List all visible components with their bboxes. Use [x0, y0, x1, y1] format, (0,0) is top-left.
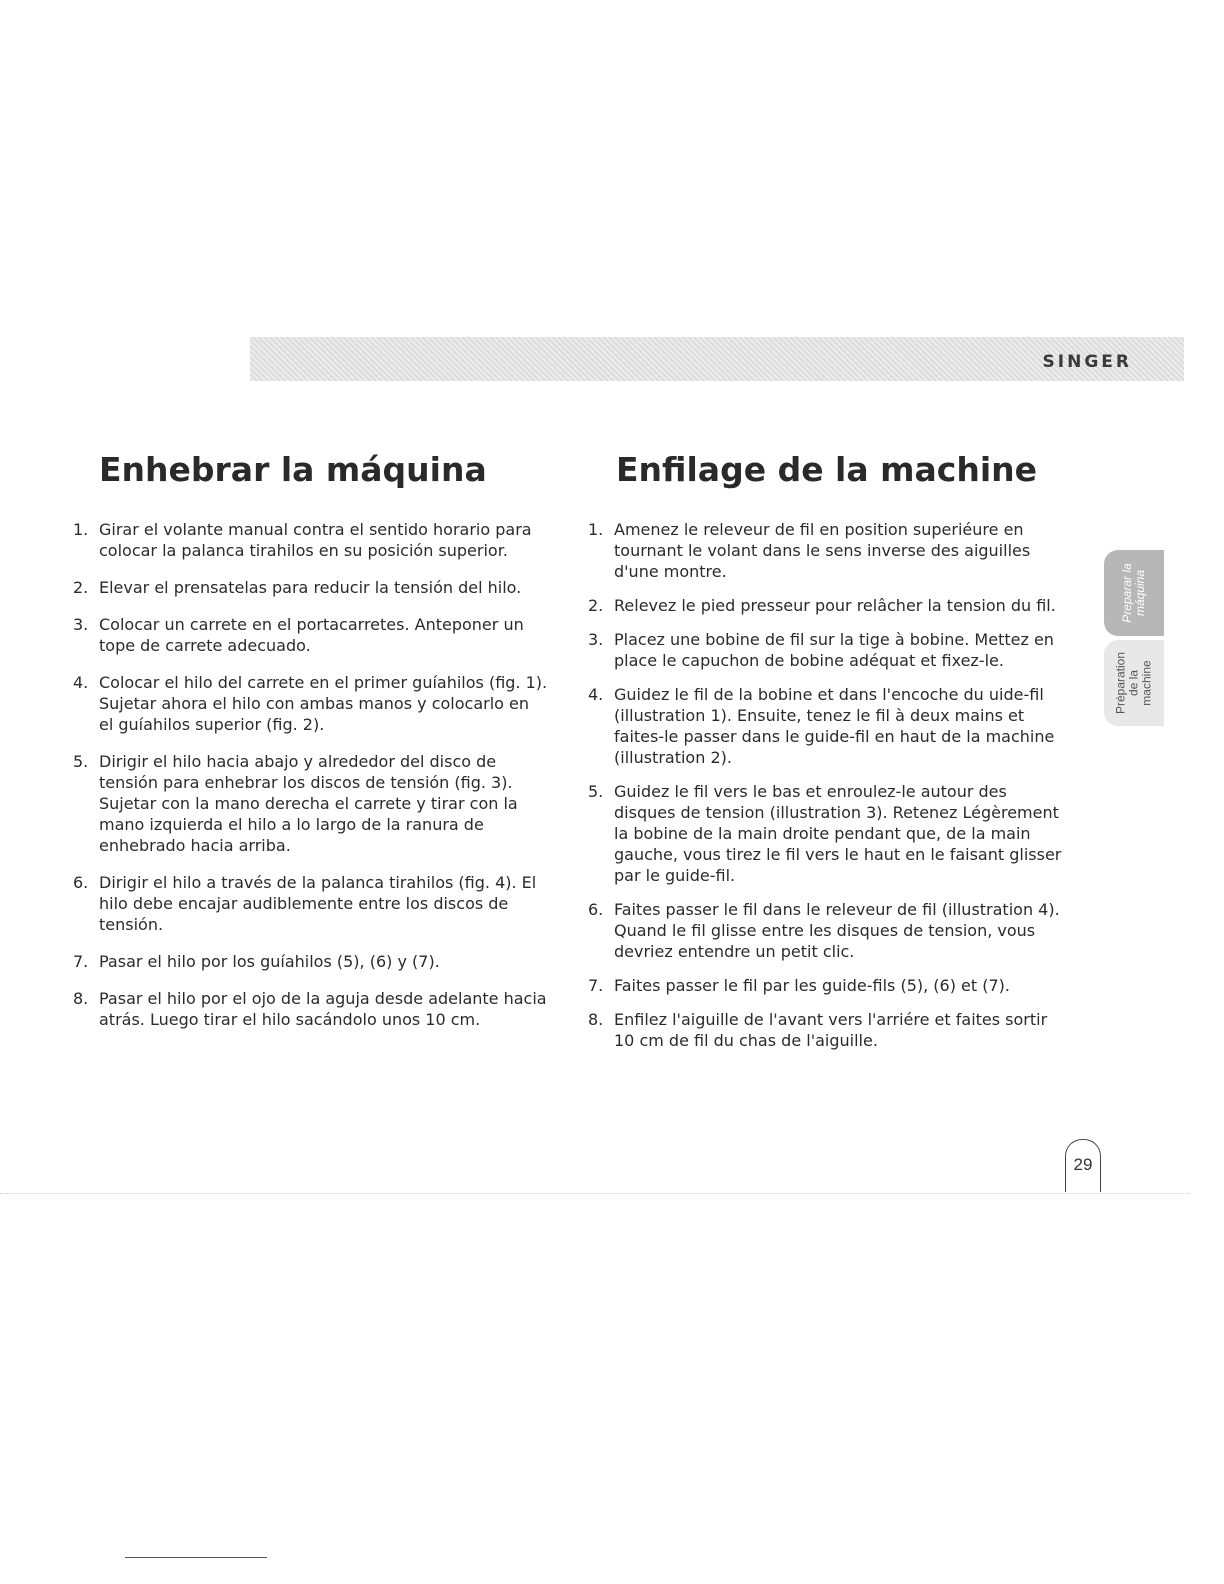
step-text: Colocar un carrete en el portacarretes. Anteponer un tope de carrete adecuado. — [99, 615, 524, 655]
step-number: 4. — [73, 673, 89, 692]
side-tab-label: Preparar la máquina — [1120, 563, 1147, 623]
step-text: Pasar el hilo por los guíahilos (5), (6) y (7). — [99, 952, 440, 971]
spanish-column — [73, 450, 548, 1046]
step-number: 2. — [73, 578, 89, 597]
french-step — [588, 519, 1066, 582]
spanish-step — [73, 577, 548, 598]
step-text: Enfilez l'aiguille de l'avant vers l'arriére et faites sortir 10 cm de fil du chas de l'aiguille. — [614, 1010, 1048, 1050]
spanish-title: Enhebrar la máquina — [99, 450, 487, 489]
step-number: 1. — [73, 520, 89, 539]
step-text: Pasar el hilo por el ojo de la aguja desde adelante hacia atrás. Luego tirar el hilo sacándolo unos 10 cm. — [99, 989, 547, 1029]
step-text: Dirigir el hilo a través de la palanca tirahilos (fig. 4). El hilo debe encajar audiblemente entre los discos de tensión. — [99, 873, 537, 934]
spanish-step — [73, 614, 548, 656]
step-text: Girar el volante manual contra el sentido horario para colocar la palanca tirahilos en su posición superior. — [99, 520, 532, 560]
step-number: 7. — [588, 976, 604, 995]
step-text: Elevar el prensatelas para reducir la tensión del hilo. — [99, 578, 522, 597]
footer-divider — [0, 1193, 1190, 1194]
french-column — [588, 450, 1066, 1064]
spanish-step — [73, 751, 548, 856]
french-step — [588, 899, 1066, 962]
step-text: Faites passer le fil par les guide-fils (5), (6) et (7). — [614, 976, 1010, 995]
step-text: Guidez le fil de la bobine et dans l'encoche du uide-fil (illustration 1). Ensuite, tenez le fil à deux mains et faites-le passer dans le guide-fil en haut de la machine (illustration 2). — [614, 685, 1055, 767]
step-number: 8. — [588, 1010, 604, 1029]
bottom-link-underline — [125, 1557, 267, 1558]
step-text: Guidez le fil vers le bas et enroulez-le autour des disques de tension (illustration 3). Retenez Légèrement la bobine de la main droite pendant que, de la main gauche, vous tirez le fil vers le haut en le faisant glisser par le guide-fil. — [614, 782, 1062, 885]
side-tab-spanish[interactable] — [1104, 550, 1164, 636]
french-step — [588, 595, 1066, 616]
step-number: 7. — [73, 952, 89, 971]
step-number: 6. — [73, 873, 89, 892]
page-number: 29 — [1065, 1139, 1101, 1192]
french-step — [588, 1009, 1066, 1051]
step-text: Placez une bobine de fil sur la tige à bobine. Mettez en place le capuchon de bobine adéquat et fixez-le. — [614, 630, 1054, 670]
step-text: Amenez le releveur de fil en position superiéure en tournant le volant dans le sens inverse des aiguilles d'une montre. — [614, 520, 1031, 581]
brand-logo-text: SINGER — [1042, 352, 1132, 372]
step-text: Faites passer le fil dans le releveur de fil (illustration 4). Quand le fil glisse entre les disques de tension, vous devriez entendre un petit clic. — [614, 900, 1060, 961]
step-text: Colocar el hilo del carrete en el primer guíahilos (fig. 1). Sujetar ahora el hilo con ambas manos y colocarlo en el guíahilos superior (fig. 2). — [99, 673, 548, 734]
spanish-step — [73, 519, 548, 561]
step-number: 5. — [588, 782, 604, 801]
header-band — [250, 337, 1184, 381]
french-step — [588, 684, 1066, 768]
spanish-step — [73, 672, 548, 735]
step-text: Dirigir el hilo hacia abajo y alrededor del disco de tensión para enhebrar los discos de tensión (fig. 3). Sujetar con la mano derecha el carrete y tirar con la mano izquierda el hilo a lo largo de la ranura de enhebrado hacia arriba. — [99, 752, 518, 855]
step-number: 8. — [73, 989, 89, 1008]
step-number: 4. — [588, 685, 604, 704]
side-tab-label: Préparation de la machine — [1113, 651, 1154, 715]
french-step — [588, 781, 1066, 886]
spanish-steps — [73, 519, 548, 1030]
step-number: 2. — [588, 596, 604, 615]
step-number: 6. — [588, 900, 604, 919]
step-text: Relevez le pied presseur pour relâcher la tension du fil. — [614, 596, 1056, 615]
step-number: 3. — [73, 615, 89, 634]
french-step — [588, 629, 1066, 671]
step-number: 3. — [588, 630, 604, 649]
side-tab-french[interactable] — [1104, 640, 1164, 726]
step-number: 5. — [73, 752, 89, 771]
spanish-step — [73, 951, 548, 972]
step-number: 1. — [588, 520, 604, 539]
french-step — [588, 975, 1066, 996]
french-steps — [588, 519, 1066, 1051]
spanish-step — [73, 988, 548, 1030]
spanish-step — [73, 872, 548, 935]
french-title: Enfilage de la machine — [616, 450, 1038, 489]
